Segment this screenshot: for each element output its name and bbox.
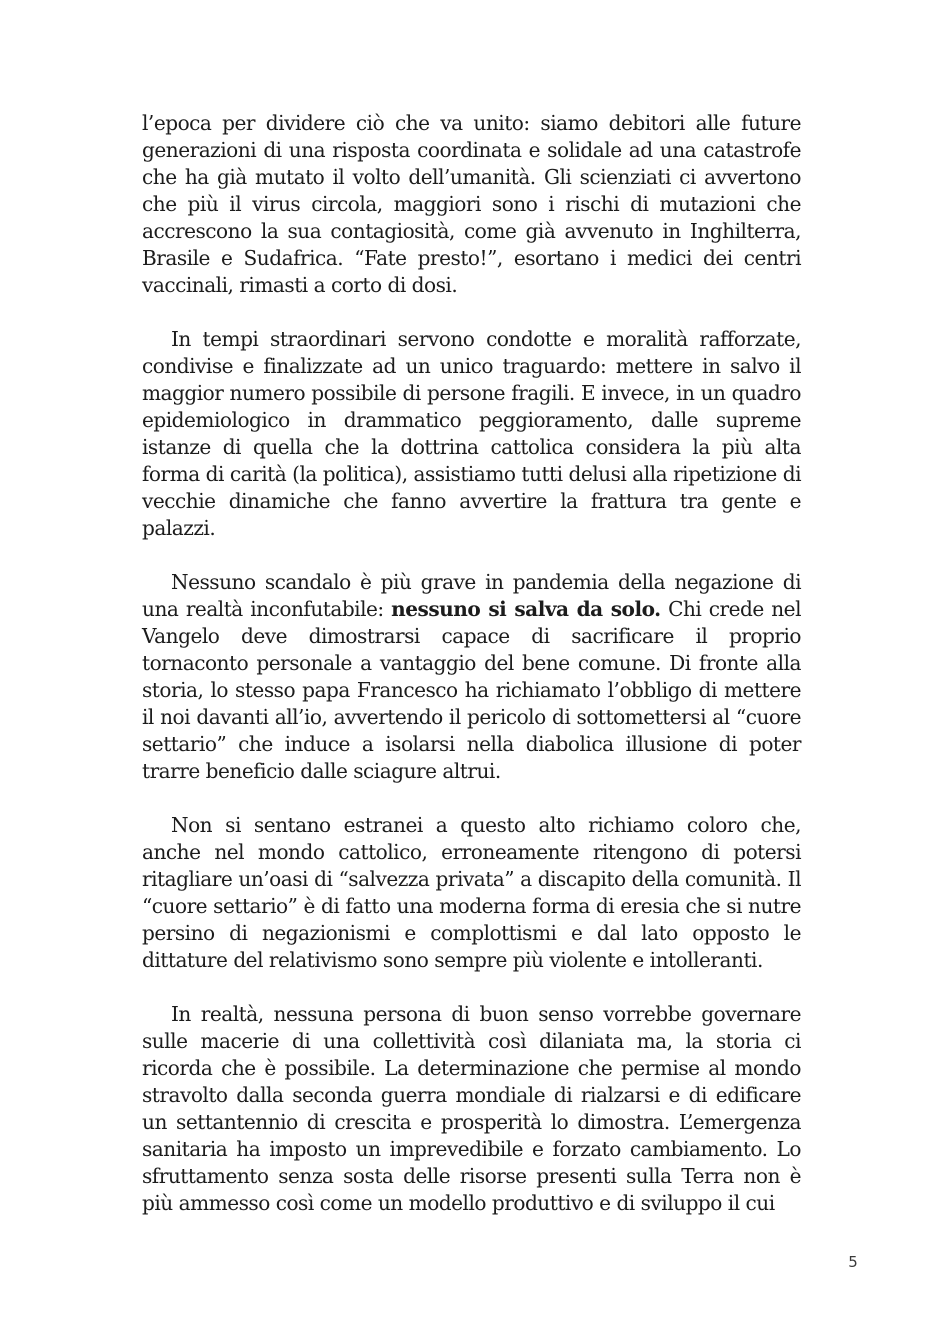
paragraph-4: Non si sentano estranei a questo alto richiamo coloro che, anche nel mondo cattolico, erroneamente ritengono di potersi ritagliare un’oasi di “salvezza privata” a discapito della comunità. Il “cuore settario” è di fatto una moderna forma di eresia che si nutre persino di negazionismi e complottismi e dal lato opposto le dittature del relativismo sono sempre più violente e intolleranti. xyxy=(142,813,801,972)
paragraph-3-after: Chi crede nel Vangelo deve dimostrarsi capace di sacrificare il proprio tornaconto personale a vantaggio del bene comune. Di fronte alla storia, lo stesso papa Francesco ha richiamato l’obbligo di mettere il noi davanti all’io, avvertendo il pericolo di sottomettersi al “cuore settario” che induce a isolarsi nella diabolica illusione di poter trarre beneficio dalle sciagure altrui. xyxy=(142,597,801,783)
paragraph-3-before: Nessuno scandalo è più grave in pandemia della negazione di una realtà inconfutabile: xyxy=(142,570,801,621)
paragraph-2: In tempi straordinari servono condotte e moralità rafforzate, condivise e finalizzate ad un unico traguardo: mettere in salvo il maggior numero possibile di persone fragili. E invece, in un quadro epidemiologico in drammatico peggioramento, dalle supreme istanze di quella che la dottrina cattolica considera la più alta forma di carità (la politica), assistiamo tutti delusi alla ripetizione di vecchie dinamiche che fanno avvertire la frattura tra gente e palazzi. xyxy=(142,327,801,540)
paragraph-3 xyxy=(142,569,801,785)
bold-phrase: nessuno si salva da solo. xyxy=(391,597,661,621)
body-text xyxy=(142,110,801,1217)
paragraph-1: l’epoca per dividere ciò che va unito: siamo debitori alle future generazioni di una risposta coordinata e solidale ad una catastrofe che ha già mutato il volto dell’umanità. Gli scienziati ci avvertono che più il virus circola, maggiori sono i rischi di mutazioni che accrescono la sua contagiosità, come già avvenuto in Inghilterra, Brasile e Sudafrica. “Fate presto!”, esortano i medici dei centri vaccinali, rimasti a corto di dosi. xyxy=(142,111,801,297)
page-number: 5 xyxy=(848,1253,858,1271)
paragraph-5: In realtà, nessuna persona di buon senso vorrebbe governare sulle macerie di una collettività così dilaniata ma, la storia ci ricorda che è possibile. La determinazione che permise al mondo stravolto dalla seconda guerra mondiale di rialzarsi e di edificare un settantennio di crescita e prosperità lo dimostra. L’emergenza sanitaria ha imposto un imprevedibile e forzato cambiamento. Lo sfruttamento senza sosta delle risorse presenti sulla Terra non è più ammesso così come un modello produttivo e di sviluppo il cui xyxy=(142,1002,801,1215)
